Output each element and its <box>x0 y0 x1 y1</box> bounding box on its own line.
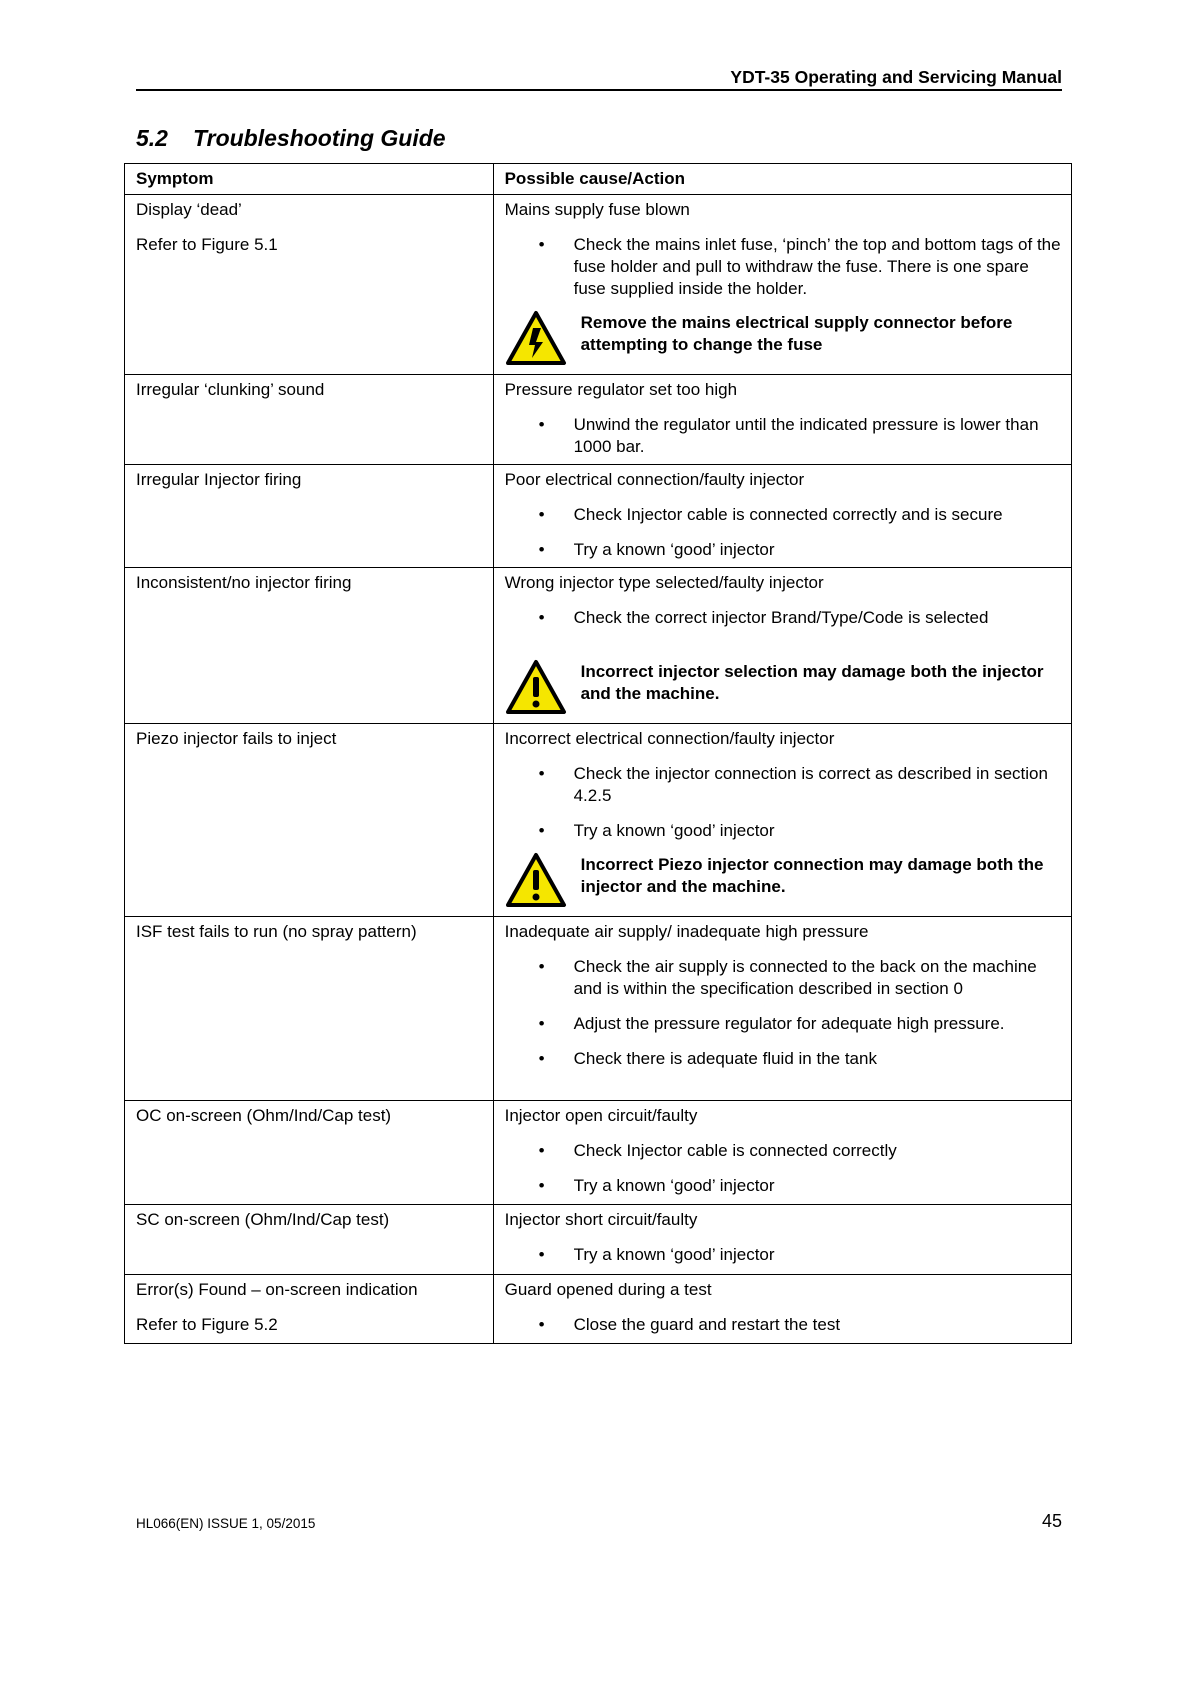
table-row <box>125 375 1072 465</box>
action-item: • Check Injector cable is connected correctly and is secure <box>505 504 1062 526</box>
action-list <box>505 414 1062 458</box>
warning-notice <box>505 310 1062 368</box>
action-item: • Check there is adequate fluid in the tank <box>505 1048 1062 1070</box>
cause-text: Guard opened during a test <box>504 1280 712 1299</box>
cause-text: Injector open circuit/faulty <box>504 1106 698 1125</box>
table-row <box>125 724 1072 917</box>
section-number: 5.2 <box>136 125 168 151</box>
cause-cell <box>493 375 1071 465</box>
cause-cell <box>493 465 1071 568</box>
action-list <box>505 504 1062 561</box>
action-item: • Check the injector connection is correct as described in section 4.2.5 <box>505 763 1062 807</box>
action-list <box>505 607 1062 629</box>
symptom-cell <box>125 1275 494 1344</box>
action-list <box>505 1244 1062 1266</box>
cause-column-header: Possible cause/Action <box>493 164 1071 195</box>
action-list <box>505 1314 1062 1336</box>
document-id: HL066(EN) ISSUE 1, 05/2015 <box>136 1516 316 1531</box>
action-item: • Try a known ‘good’ injector <box>505 1244 1062 1266</box>
cause-cell <box>493 1275 1071 1344</box>
symptom-text: Irregular ‘clunking’ sound <box>136 380 325 399</box>
table-row <box>125 465 1072 568</box>
symptom-text: Display ‘dead’ <box>136 200 242 219</box>
cause-text: Incorrect electrical connection/faulty injector <box>504 729 835 748</box>
symptom-cell <box>125 917 494 1101</box>
symptom-text: OC on-screen (Ohm/Ind/Cap test) <box>136 1106 392 1125</box>
table-row <box>125 1101 1072 1205</box>
manual-title: YDT-35 Operating and Servicing Manual <box>730 67 1062 87</box>
page-header <box>136 66 1062 91</box>
action-item: • Check the air supply is connected to the back on the machine and is within the specification described in section 0 <box>505 956 1062 1000</box>
section-heading <box>136 124 446 152</box>
cause-cell <box>493 568 1071 724</box>
action-item: • Try a known ‘good’ injector <box>505 1175 1062 1197</box>
action-item: • Check the correct injector Brand/Type/Code is selected <box>505 607 1062 629</box>
table-row <box>125 1275 1072 1344</box>
table-row <box>125 568 1072 724</box>
symptom-cell <box>125 1101 494 1205</box>
warning-text: Remove the mains electrical supply connector before attempting to change the fuse <box>580 313 1013 354</box>
action-item: • Check the mains inlet fuse, ‘pinch’ the top and bottom tags of the fuse holder and pull to withdraw the fuse. There is one spare fuse supplied inside the holder. <box>505 234 1062 300</box>
cause-cell <box>493 1205 1071 1275</box>
caution-icon <box>505 659 571 717</box>
cause-text: Mains supply fuse blown <box>504 200 690 219</box>
electrical-hazard-icon <box>505 310 571 368</box>
troubleshooting-table <box>124 163 1072 1344</box>
figure-reference: Refer to Figure 5.1 <box>136 235 278 254</box>
action-item: • Try a known ‘good’ injector <box>505 539 1062 561</box>
symptom-cell <box>125 724 494 917</box>
cause-cell <box>493 724 1071 917</box>
table-row <box>125 195 1072 375</box>
warning-text: Incorrect Piezo injector connection may damage both the injector and the machine. <box>580 855 1044 896</box>
action-list <box>505 956 1062 1070</box>
symptom-cell <box>125 195 494 375</box>
table-row <box>125 1205 1072 1275</box>
cause-cell <box>493 917 1071 1101</box>
cause-text: Injector short circuit/faulty <box>504 1210 698 1229</box>
cause-text: Poor electrical connection/faulty injector <box>504 470 805 489</box>
symptom-cell <box>125 375 494 465</box>
symptom-text: ISF test fails to run (no spray pattern) <box>136 922 417 941</box>
symptom-text: Piezo injector fails to inject <box>136 729 337 748</box>
cause-text: Inadequate air supply/ inadequate high pressure <box>504 922 869 941</box>
cause-cell <box>493 1101 1071 1205</box>
page-number: 45 <box>1041 1511 1062 1531</box>
action-list <box>505 234 1062 300</box>
cause-text: Pressure regulator set too high <box>504 380 738 399</box>
table-header-row <box>125 164 1072 195</box>
caution-icon <box>505 852 571 910</box>
symptom-text: SC on-screen (Ohm/Ind/Cap test) <box>136 1210 390 1229</box>
action-item: • Close the guard and restart the test <box>505 1314 1062 1336</box>
symptom-cell <box>125 465 494 568</box>
symptom-column-header: Symptom <box>125 164 494 195</box>
symptom-cell <box>125 1205 494 1275</box>
symptom-cell <box>125 568 494 724</box>
symptom-text: Irregular Injector firing <box>136 470 302 489</box>
warning-text: Incorrect injector selection may damage both the injector and the machine. <box>580 662 1044 703</box>
table-row <box>125 917 1072 1101</box>
figure-reference: Refer to Figure 5.2 <box>136 1315 278 1334</box>
action-item: • Try a known ‘good’ injector <box>505 820 1062 842</box>
symptom-text: Error(s) Found – on-screen indication <box>136 1280 418 1299</box>
warning-notice <box>505 659 1062 717</box>
section-title: Troubleshooting Guide <box>193 125 446 151</box>
action-list <box>505 1140 1062 1197</box>
symptom-text: Inconsistent/no injector firing <box>136 573 352 592</box>
action-list <box>505 763 1062 842</box>
action-item: • Unwind the regulator until the indicated pressure is lower than 1000 bar. <box>505 414 1062 458</box>
action-item: • Check Injector cable is connected correctly <box>505 1140 1062 1162</box>
cause-text: Wrong injector type selected/faulty injector <box>504 573 824 592</box>
warning-notice <box>505 852 1062 910</box>
action-item: • Adjust the pressure regulator for adequate high pressure. <box>505 1013 1062 1035</box>
cause-cell <box>493 195 1071 375</box>
